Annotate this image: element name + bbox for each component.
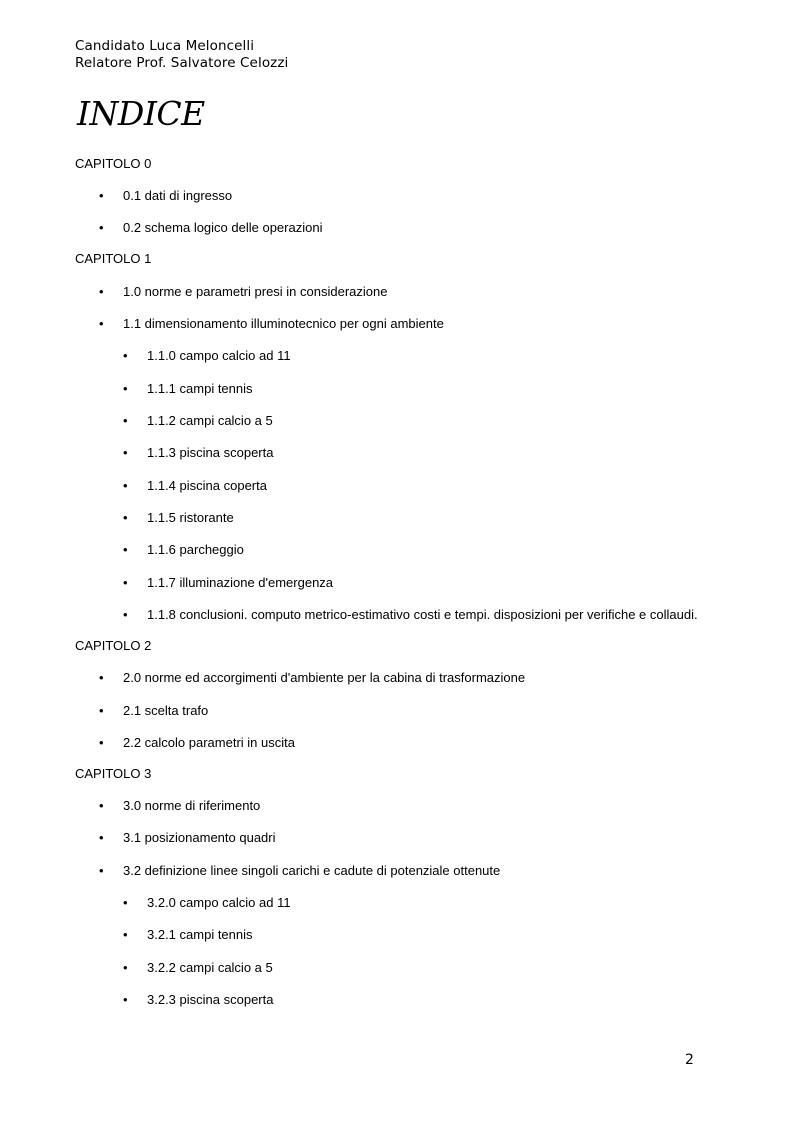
toc-subitem-label: 1.1.2 campi calcio a 5: [147, 413, 273, 428]
toc-subitem: [123, 575, 334, 591]
bullet-icon: •: [123, 992, 128, 1007]
toc-item-label: 2.0 norme ed accorgimenti d'ambiente per la cabina di trasformazione: [123, 670, 526, 685]
toc-item-label: 2.2 calcolo parametri in uscita: [123, 735, 295, 750]
toc-subitem: [123, 413, 273, 429]
bullet-icon: •: [123, 895, 128, 910]
bullet-icon: •: [99, 863, 104, 878]
header-supervisor: Relatore Prof. Salvatore Celozzi: [75, 55, 289, 71]
toc-subitem-label: 1.1.0 campo calcio ad 11: [147, 348, 291, 363]
toc-subitem-label: 1.1.4 piscina coperta: [147, 478, 267, 493]
toc-subitem-label: 1.1.6 parcheggio: [147, 542, 244, 557]
bullet-icon: •: [99, 798, 104, 813]
bullet-icon: •: [123, 381, 128, 396]
toc-subitem-label: 1.1.5 ristorante: [147, 510, 234, 525]
toc-subitem: [123, 478, 267, 494]
toc-item: [99, 863, 501, 879]
toc-item-label: 1.0 norme e parametri presi in considerazione: [123, 284, 388, 299]
bullet-icon: •: [123, 478, 128, 493]
toc-item: [99, 830, 276, 846]
toc-item-label: 3.2 definizione linee singoli carichi e cadute di potenziale ottenute: [123, 863, 501, 878]
bullet-icon: •: [99, 220, 104, 235]
toc-item: [99, 670, 526, 686]
toc-item: [99, 703, 209, 719]
bullet-icon: •: [123, 607, 128, 622]
bullet-icon: •: [123, 960, 128, 975]
toc-subitem: [123, 960, 273, 976]
page-number: 2: [685, 1052, 694, 1068]
chapter-heading: CAPITOLO 1: [75, 251, 152, 266]
toc-item-label: 3.0 norme di riferimento: [123, 798, 261, 813]
page-title: INDICE: [77, 94, 205, 133]
toc-subitem: [123, 927, 253, 943]
toc-subitem: [123, 542, 244, 558]
bullet-icon: •: [123, 348, 128, 363]
toc-subitem-label: 3.2.2 campi calcio a 5: [147, 960, 273, 975]
toc-item-label: 2.1 scelta trafo: [123, 703, 209, 718]
toc-item: [99, 220, 323, 236]
toc-subitem: [123, 607, 698, 623]
toc-item: [99, 798, 261, 814]
toc-subitem-label: 3.2.1 campi tennis: [147, 927, 253, 942]
toc-item-label: 0.1 dati di ingresso: [123, 188, 233, 203]
toc-item: [99, 284, 388, 300]
bullet-icon: •: [99, 188, 104, 203]
bullet-icon: •: [99, 703, 104, 718]
bullet-icon: •: [123, 575, 128, 590]
bullet-icon: •: [99, 830, 104, 845]
toc-subitem: [123, 895, 291, 911]
bullet-icon: •: [123, 413, 128, 428]
toc-subitem-label: 1.1.1 campi tennis: [147, 381, 253, 396]
toc-subitem-label: 1.1.7 illuminazione d'emergenza: [147, 575, 334, 590]
toc-subitem: [123, 445, 274, 461]
chapter-heading: CAPITOLO 0: [75, 156, 152, 171]
toc-subitem: [123, 992, 274, 1008]
toc-item-label: 3.1 posizionamento quadri: [123, 830, 276, 845]
bullet-icon: •: [123, 445, 128, 460]
toc-item: [99, 188, 233, 204]
bullet-icon: •: [123, 542, 128, 557]
toc-subitem-label: 1.1.8 conclusioni. computo metrico-estimativo costi e tempi. disposizioni per verifiche e collaudi.: [147, 607, 698, 622]
toc-subitem-label: 1.1.3 piscina scoperta: [147, 445, 274, 460]
toc-subitem: [123, 510, 234, 526]
bullet-icon: •: [99, 735, 104, 750]
toc-item-label: 0.2 schema logico delle operazioni: [123, 220, 323, 235]
bullet-icon: •: [123, 510, 128, 525]
bullet-icon: •: [123, 927, 128, 942]
toc-subitem-label: 3.2.3 piscina scoperta: [147, 992, 274, 1007]
chapter-heading: CAPITOLO 3: [75, 766, 152, 781]
bullet-icon: •: [99, 670, 104, 685]
toc-subitem: [123, 348, 291, 364]
chapter-heading: CAPITOLO 2: [75, 638, 152, 653]
toc-item: [99, 735, 295, 751]
toc-subitem: [123, 381, 253, 397]
toc-subitem-label: 3.2.0 campo calcio ad 11: [147, 895, 291, 910]
toc-item-label: 1.1 dimensionamento illuminotecnico per ogni ambiente: [123, 316, 444, 331]
toc-item: [99, 316, 444, 332]
bullet-icon: •: [99, 316, 104, 331]
bullet-icon: •: [99, 284, 104, 299]
header-candidate: Candidato Luca Meloncelli: [75, 38, 255, 54]
